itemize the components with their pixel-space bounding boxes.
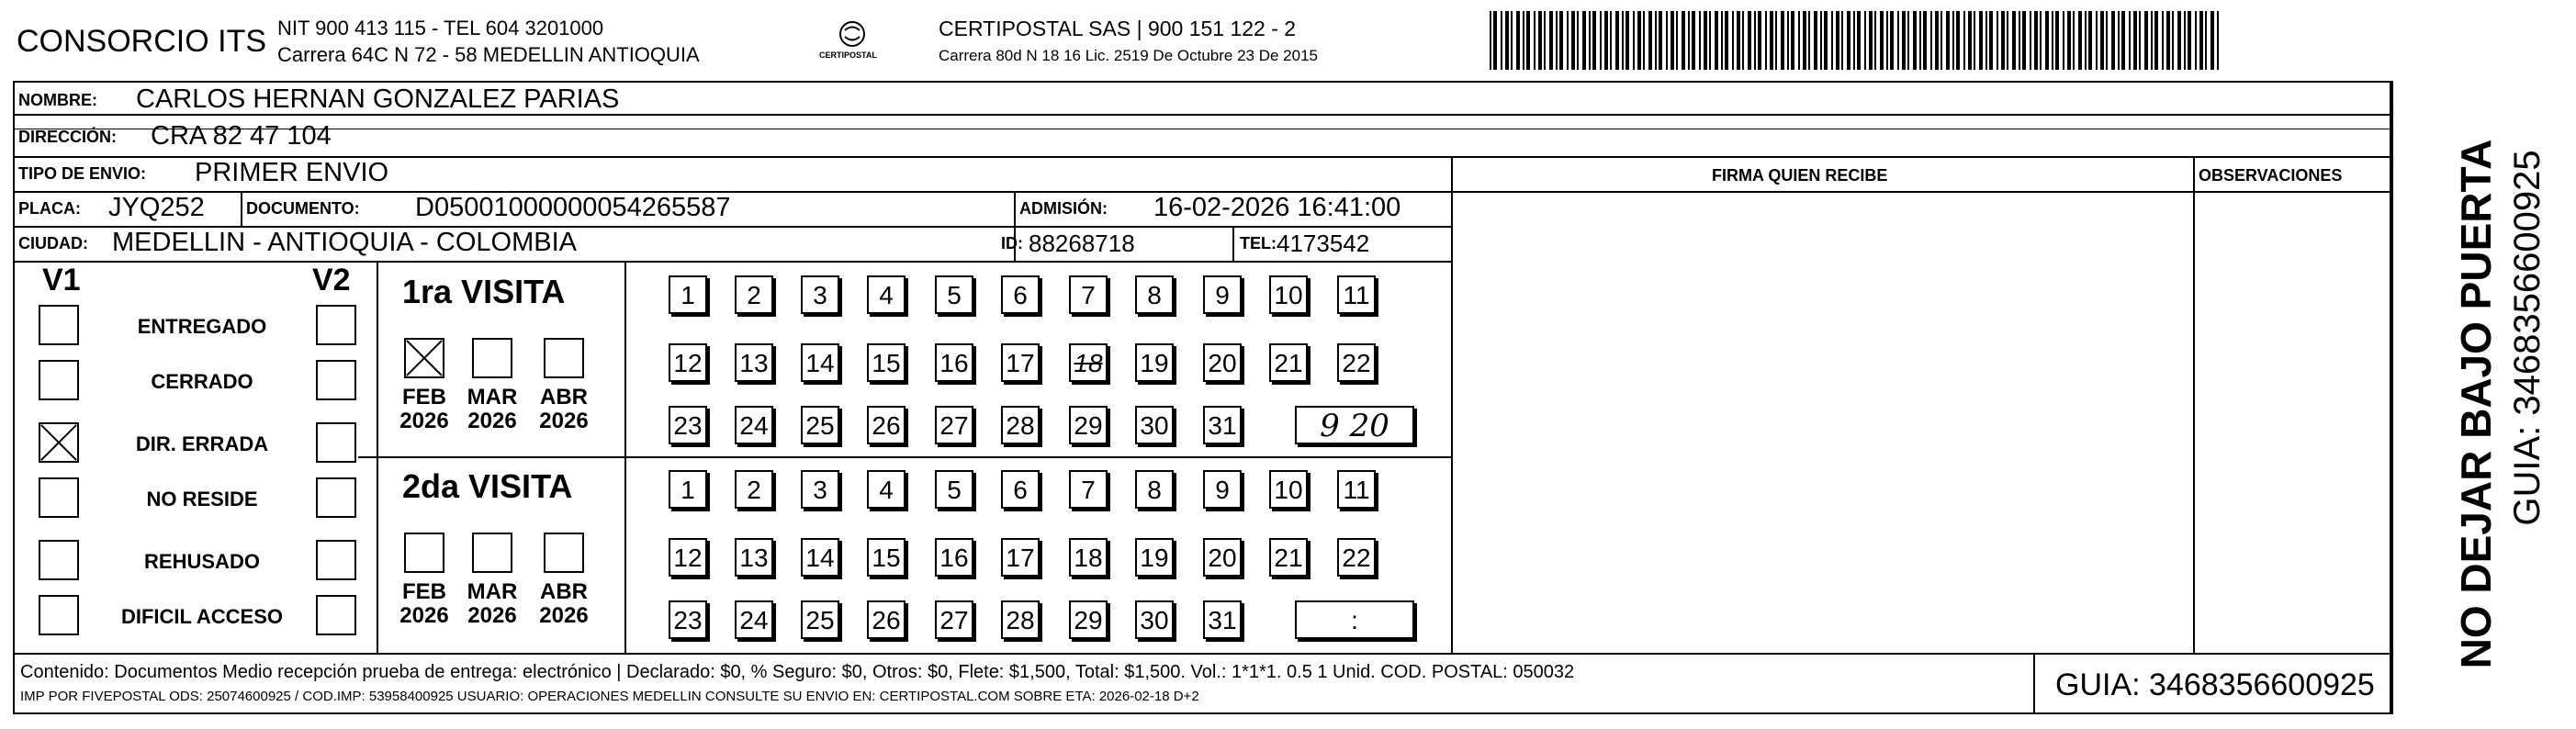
- barcode-bar: [2154, 11, 2158, 70]
- barcode-bar: [1803, 11, 1806, 70]
- barcode-bar: [1571, 11, 1575, 70]
- imp-line: IMP POR FIVEPOSTAL ODS: 25074600925 / COD.IMP: 53958400925 USUARIO: OPERACIONES MEDELLIN CONSULTE SU ENVIO EN: CERTIPOSTAL.COM SOBRE ETA: 2026-02-18 D+2: [20, 689, 1199, 704]
- barcode-bar: [2118, 11, 2120, 70]
- day-box[interactable]: 5: [935, 470, 973, 509]
- barcode-bar: [1798, 11, 1800, 70]
- barcode-bar: [1968, 11, 1972, 70]
- v2-checkbox[interactable]: [316, 360, 356, 400]
- barcode-bar: [2188, 11, 2191, 70]
- barcode-bar: [2177, 11, 2181, 70]
- barcode-bar: [2034, 11, 2038, 70]
- barcode-bar: [1709, 11, 1711, 70]
- day-box[interactable]: 27: [935, 600, 973, 639]
- day-box[interactable]: 6: [1001, 275, 1040, 314]
- content-line: Contenido: Documentos Medio recepción prueba de entrega: electrónico | Declarado: $0, % Seguro: $0, Otros: $0, Flete: $1,500, Total: $1,500. Vol.: 1*1*1. 0.5 1 Unid. COD. POSTAL: 050032: [20, 662, 1575, 682]
- barcode-bar: [1880, 11, 1884, 70]
- day-box[interactable]: 18: [1069, 538, 1108, 577]
- id-value: 88268718: [1029, 230, 1135, 257]
- day-box[interactable]: 10: [1269, 275, 1308, 314]
- barcode-bar: [2139, 11, 2141, 70]
- v2-checkbox[interactable]: [316, 477, 356, 518]
- year-label: 2026: [467, 603, 517, 628]
- barcode: [1490, 11, 2222, 70]
- barcode-bar: [1559, 11, 1563, 70]
- day-box[interactable]: 22: [1337, 343, 1376, 382]
- plate-value: JYQ252: [108, 193, 205, 222]
- certipostal-logo-text: CERTIPOSTAL: [819, 50, 877, 60]
- barcode-bar: [1610, 11, 1612, 70]
- barcode-bar: [1600, 11, 1602, 70]
- side-warning: NO DEJAR BAJO PUERTA: [2452, 139, 2500, 669]
- day-box[interactable]: 16: [935, 343, 973, 382]
- company-address: Carrera 64C N 72 - 58 MEDELLIN ANTIOQUIA: [277, 43, 700, 66]
- barcode-bar: [1775, 11, 1777, 70]
- barcode-bar: [1886, 11, 1888, 70]
- barcode-bar: [1692, 11, 1695, 70]
- day-box[interactable]: 3: [801, 470, 839, 509]
- day-box[interactable]: 25: [801, 600, 839, 639]
- barcode-bar: [1511, 11, 1513, 70]
- barcode-bar: [1604, 11, 1608, 70]
- day-box[interactable]: 31: [1203, 406, 1242, 444]
- barcode-bar: [1869, 11, 1873, 70]
- barcode-bar: [1781, 11, 1784, 70]
- barcode-bar: [2052, 11, 2053, 70]
- observations-header: OBSERVACIONES: [2199, 166, 2343, 185]
- barcode-bar: [2166, 11, 2170, 70]
- barcode-bar: [1824, 11, 1828, 70]
- day-box[interactable]: 28: [1001, 600, 1040, 639]
- month-caption: [397, 386, 452, 433]
- month-label: FEB: [402, 579, 446, 604]
- barcode-bar: [1836, 11, 1839, 70]
- v2-checkbox[interactable]: [316, 595, 356, 635]
- shipping-type: PRIMER ENVIO: [195, 158, 389, 187]
- month-caption: [536, 386, 591, 433]
- barcode-bar: [1715, 11, 1718, 70]
- barcode-bar: [2121, 11, 2125, 70]
- month-checkbox[interactable]: [472, 338, 512, 378]
- barcode-bar: [1577, 11, 1579, 70]
- day-box[interactable]: 13: [735, 538, 773, 577]
- barcode-bar: [1688, 11, 1690, 70]
- day-box[interactable]: 1: [669, 470, 707, 509]
- day-box[interactable]: 13: [735, 343, 773, 382]
- day-box[interactable]: 15: [867, 538, 906, 577]
- barcode-bar: [2217, 11, 2219, 70]
- day-box[interactable]: 30: [1135, 600, 1174, 639]
- barcode-bar: [2199, 11, 2203, 70]
- month-caption: [465, 386, 520, 433]
- barcode-bar: [1526, 11, 1530, 70]
- barcode-bar: [1538, 11, 1542, 70]
- month-checkbox[interactable]: [404, 338, 444, 378]
- status-label: NO RESIDE: [146, 488, 258, 510]
- barcode-bar: [1979, 11, 1983, 70]
- barcode-bar: [1682, 11, 1685, 70]
- barcode-bar: [2129, 11, 2131, 70]
- year-label: 2026: [399, 603, 449, 628]
- status-label: DIR. ERRADA: [135, 432, 269, 455]
- month-label: ABR: [540, 579, 588, 604]
- side-guia: GUIA: 3468356600925: [2507, 150, 2548, 526]
- day-box[interactable]: 25: [801, 406, 839, 444]
- barcode-bar: [1625, 11, 1629, 70]
- barcode-bar: [1765, 11, 1767, 70]
- shipping-label: TIPO DE ENVIO:: [18, 164, 147, 183]
- barcode-bar: [2184, 11, 2186, 70]
- barcode-bar: [1567, 11, 1569, 70]
- barcode-bar: [1748, 11, 1751, 70]
- tel-value: 4173542: [1277, 230, 1370, 257]
- barcode-bar: [1666, 11, 1668, 70]
- barcode-bar: [2096, 11, 2098, 70]
- v2-header: V2: [312, 263, 351, 297]
- barcode-bar: [2001, 11, 2005, 70]
- barcode-bar: [2172, 11, 2174, 70]
- day-box[interactable]: 7: [1069, 275, 1108, 314]
- courier-line-2: Carrera 80d N 18 16 Lic. 2519 De Octubre 23 De 2015: [939, 47, 1318, 64]
- barcode-bar: [1676, 11, 1678, 70]
- barcode-bar: [1659, 11, 1662, 70]
- barcode-bar: [2073, 11, 2075, 70]
- v1-checkbox[interactable]: [39, 305, 79, 345]
- status-label: ENTREGADO: [137, 315, 267, 338]
- day-box[interactable]: 9: [1203, 470, 1242, 509]
- barcode-bar: [2012, 11, 2016, 70]
- month-checkbox[interactable]: [544, 338, 584, 378]
- barcode-bar: [2030, 11, 2031, 70]
- barcode-bar: [1534, 11, 1535, 70]
- barcode-bar: [1864, 11, 1866, 70]
- v2-checkbox[interactable]: [316, 422, 356, 463]
- barcode-bar: [1556, 11, 1558, 70]
- barcode-bar: [1923, 11, 1927, 70]
- day-box[interactable]: 26: [867, 600, 906, 639]
- day-box[interactable]: 29: [1069, 600, 1108, 639]
- barcode-bar: [2067, 11, 2071, 70]
- day-box[interactable]: 26: [867, 406, 906, 444]
- barcode-bar: [1670, 11, 1674, 70]
- barcode-bar: [1493, 11, 1497, 70]
- barcode-bar: [2162, 11, 2164, 70]
- day-box[interactable]: 15: [867, 343, 906, 382]
- barcode-bar: [2195, 11, 2197, 70]
- day-box[interactable]: 14: [801, 538, 839, 577]
- barcode-bar: [1997, 11, 1998, 70]
- v2-checkbox[interactable]: [316, 305, 356, 345]
- day-box[interactable]: 14: [801, 343, 839, 382]
- barcode-bar: [1963, 11, 1965, 70]
- day-box[interactable]: 31: [1203, 600, 1242, 639]
- barcode-bar: [1549, 11, 1553, 70]
- day-box[interactable]: 16: [935, 538, 973, 577]
- signature-header: FIRMA QUIEN RECIBE: [1712, 166, 1888, 185]
- barcode-bar: [1648, 11, 1652, 70]
- visit-time-box[interactable]: 9 20: [1295, 406, 1414, 444]
- status-label: CERRADO: [151, 370, 253, 393]
- month-label: ABR: [540, 385, 588, 409]
- barcode-bar: [1655, 11, 1657, 70]
- certipostal-logo: [808, 18, 896, 66]
- day-box[interactable]: 20: [1203, 343, 1242, 382]
- day-box[interactable]: 10: [1269, 470, 1308, 509]
- barcode-bar: [2022, 11, 2026, 70]
- barcode-bar: [2007, 11, 2008, 70]
- barcode-bar: [2088, 11, 2092, 70]
- day-box[interactable]: 21: [1269, 343, 1308, 382]
- barcode-bar: [1516, 11, 1520, 70]
- barcode-bar: [2144, 11, 2148, 70]
- tel-label: TEL:: [1240, 234, 1277, 252]
- barcode-bar: [1940, 11, 1942, 70]
- day-box[interactable]: 2: [735, 470, 773, 509]
- barcode-image: [1490, 11, 2222, 70]
- barcode-bar: [2111, 11, 2115, 70]
- barcode-bar: [1732, 11, 1734, 70]
- year-label: 2026: [399, 409, 449, 433]
- barcode-bar: [1490, 11, 1491, 70]
- day-box[interactable]: 17: [1001, 343, 1040, 382]
- day-box[interactable]: 27: [935, 406, 973, 444]
- barcode-bar: [2040, 11, 2042, 70]
- barcode-bar: [1952, 11, 1954, 70]
- barcode-bar: [1974, 11, 1975, 70]
- barcode-bar: [1582, 11, 1586, 70]
- barcode-bar: [1890, 11, 1894, 70]
- barcode-bar: [1946, 11, 1950, 70]
- day-box[interactable]: 2: [735, 275, 773, 314]
- day-box[interactable]: 29: [1069, 406, 1108, 444]
- barcode-bar: [1907, 11, 1909, 70]
- day-box[interactable]: 30: [1135, 406, 1174, 444]
- day-box[interactable]: 23: [669, 600, 707, 639]
- day-box[interactable]: 18: [1069, 343, 1108, 382]
- month-label: MAR: [467, 579, 518, 604]
- address-label: DIRECCIÓN:: [18, 128, 117, 146]
- month-checkbox[interactable]: [544, 533, 584, 573]
- barcode-bar: [1791, 11, 1794, 70]
- month-checkbox[interactable]: [404, 533, 444, 573]
- day-box[interactable]: 28: [1001, 406, 1040, 444]
- barcode-bar: [1847, 11, 1850, 70]
- recipient-name: CARLOS HERNAN GONZALEZ PARIAS: [136, 84, 620, 114]
- day-box[interactable]: 12: [669, 343, 707, 382]
- barcode-bar: [1853, 11, 1855, 70]
- barcode-bar: [1857, 11, 1861, 70]
- barcode-bar: [1742, 11, 1744, 70]
- barcode-bar: [2100, 11, 2104, 70]
- day-box[interactable]: 7: [1069, 470, 1108, 509]
- barcode-bar: [1985, 11, 1987, 70]
- day-box[interactable]: 22: [1337, 538, 1376, 577]
- barcode-bar: [1754, 11, 1756, 70]
- year-label: 2026: [539, 603, 589, 628]
- day-box[interactable]: 19: [1135, 538, 1174, 577]
- day-box[interactable]: 17: [1001, 538, 1040, 577]
- document-label: DOCUMENTO:: [246, 199, 360, 218]
- name-label: NOMBRE:: [18, 91, 97, 109]
- barcode-bar: [1808, 11, 1810, 70]
- day-box[interactable]: 4: [867, 470, 906, 509]
- visit-1-title: 1ra VISITA: [402, 273, 566, 310]
- month-checkbox[interactable]: [472, 533, 512, 573]
- year-label: 2026: [467, 409, 517, 433]
- city-label: CIUDAD:: [18, 234, 88, 252]
- barcode-bar: [1704, 11, 1707, 70]
- barcode-bar: [1919, 11, 1921, 70]
- admission-label: ADMISIÓN:: [1019, 199, 1108, 218]
- day-box[interactable]: 20: [1203, 538, 1242, 577]
- v1-checkbox[interactable]: [39, 477, 79, 518]
- day-box[interactable]: 12: [669, 538, 707, 577]
- barcode-bar: [1902, 11, 1906, 70]
- barcode-bar: [1814, 11, 1817, 70]
- barcode-bar: [1831, 11, 1833, 70]
- v2-checkbox[interactable]: [316, 540, 356, 580]
- barcode-bar: [1637, 11, 1641, 70]
- barcode-bar: [2019, 11, 2020, 70]
- barcode-bar: [2106, 11, 2108, 70]
- day-box[interactable]: 21: [1269, 538, 1308, 577]
- day-box[interactable]: 4: [867, 275, 906, 314]
- barcode-bar: [2045, 11, 2049, 70]
- barcode-bar: [2151, 11, 2153, 70]
- id-label: ID:: [1001, 234, 1023, 252]
- plate-label: PLACA:: [18, 199, 81, 218]
- document-value: D05001000000054265587: [415, 193, 731, 222]
- city-value: MEDELLIN - ANTIOQUIA - COLOMBIA: [112, 228, 577, 257]
- barcode-bar: [1643, 11, 1645, 70]
- month-caption: [397, 580, 452, 628]
- month-caption: [536, 580, 591, 628]
- barcode-bar: [1523, 11, 1524, 70]
- day-box[interactable]: 8: [1135, 470, 1174, 509]
- barcode-bar: [2133, 11, 2137, 70]
- day-box[interactable]: 6: [1001, 470, 1040, 509]
- barcode-bar: [1820, 11, 1822, 70]
- barcode-bar: [1956, 11, 1960, 70]
- barcode-bar: [1935, 11, 1939, 70]
- day-box[interactable]: 11: [1337, 275, 1376, 314]
- day-box[interactable]: 24: [735, 600, 773, 639]
- day-box[interactable]: 9: [1203, 275, 1242, 314]
- barcode-bar: [2205, 11, 2207, 70]
- day-box[interactable]: 23: [669, 406, 707, 444]
- courier-line-1: CERTIPOSTAL SAS | 900 151 122 - 2: [939, 17, 1297, 40]
- company-name: CONSORCIO ITS: [17, 24, 267, 59]
- year-label: 2026: [539, 409, 589, 433]
- day-box[interactable]: 3: [801, 275, 839, 314]
- status-label: DIFICIL ACCESO: [120, 605, 284, 628]
- status-label: REHUSADO: [144, 550, 260, 573]
- barcode-bar: [1841, 11, 1843, 70]
- barcode-bar: [1787, 11, 1789, 70]
- barcode-bar: [2055, 11, 2059, 70]
- v1-checkbox[interactable]: [39, 595, 79, 635]
- month-caption: [465, 580, 520, 628]
- barcode-bar: [1913, 11, 1917, 70]
- barcode-bar: [1737, 11, 1740, 70]
- barcode-bar: [1505, 11, 1509, 70]
- barcode-bar: [2210, 11, 2214, 70]
- barcode-bar: [1721, 11, 1723, 70]
- barcode-bar: [1874, 11, 1876, 70]
- guia-footer: GUIA: 3468356600925: [2055, 667, 2375, 702]
- barcode-bar: [1501, 11, 1502, 70]
- recipient-address: CRA 82 47 104: [151, 121, 332, 151]
- barcode-bar: [1930, 11, 1932, 70]
- barcode-bar: [2078, 11, 2082, 70]
- admission-value: 16-02-2026 16:41:00: [1153, 193, 1401, 222]
- barcode-bar: [1622, 11, 1624, 70]
- day-box[interactable]: 5: [935, 275, 973, 314]
- barcode-bar: [1633, 11, 1635, 70]
- visit-2-title: 2da VISITA: [402, 467, 573, 505]
- barcode-bar: [1725, 11, 1728, 70]
- barcode-bar: [1615, 11, 1619, 70]
- month-label: FEB: [402, 385, 446, 409]
- visit-time-box[interactable]: :: [1295, 600, 1414, 639]
- v1-header: V1: [42, 263, 81, 297]
- day-box[interactable]: 24: [735, 406, 773, 444]
- v1-checkbox[interactable]: [39, 422, 79, 463]
- barcode-bar: [1592, 11, 1596, 70]
- barcode-bar: [1897, 11, 1899, 70]
- day-box[interactable]: 1: [669, 275, 707, 314]
- v1-checkbox[interactable]: [39, 540, 79, 580]
- month-label: MAR: [467, 385, 518, 409]
- barcode-bar: [2063, 11, 2064, 70]
- barcode-bar: [1589, 11, 1591, 70]
- nit-line: NIT 900 413 115 - TEL 604 3201000: [277, 17, 604, 39]
- barcode-bar: [1989, 11, 1993, 70]
- day-box[interactable]: 19: [1135, 343, 1174, 382]
- barcode-bar: [1699, 11, 1701, 70]
- barcode-bar: [1758, 11, 1761, 70]
- day-box[interactable]: 8: [1135, 275, 1174, 314]
- barcode-bar: [2085, 11, 2087, 70]
- v1-checkbox[interactable]: [39, 360, 79, 400]
- barcode-bar: [1770, 11, 1773, 70]
- barcode-bar: [1544, 11, 1546, 70]
- day-box[interactable]: 11: [1337, 470, 1376, 509]
